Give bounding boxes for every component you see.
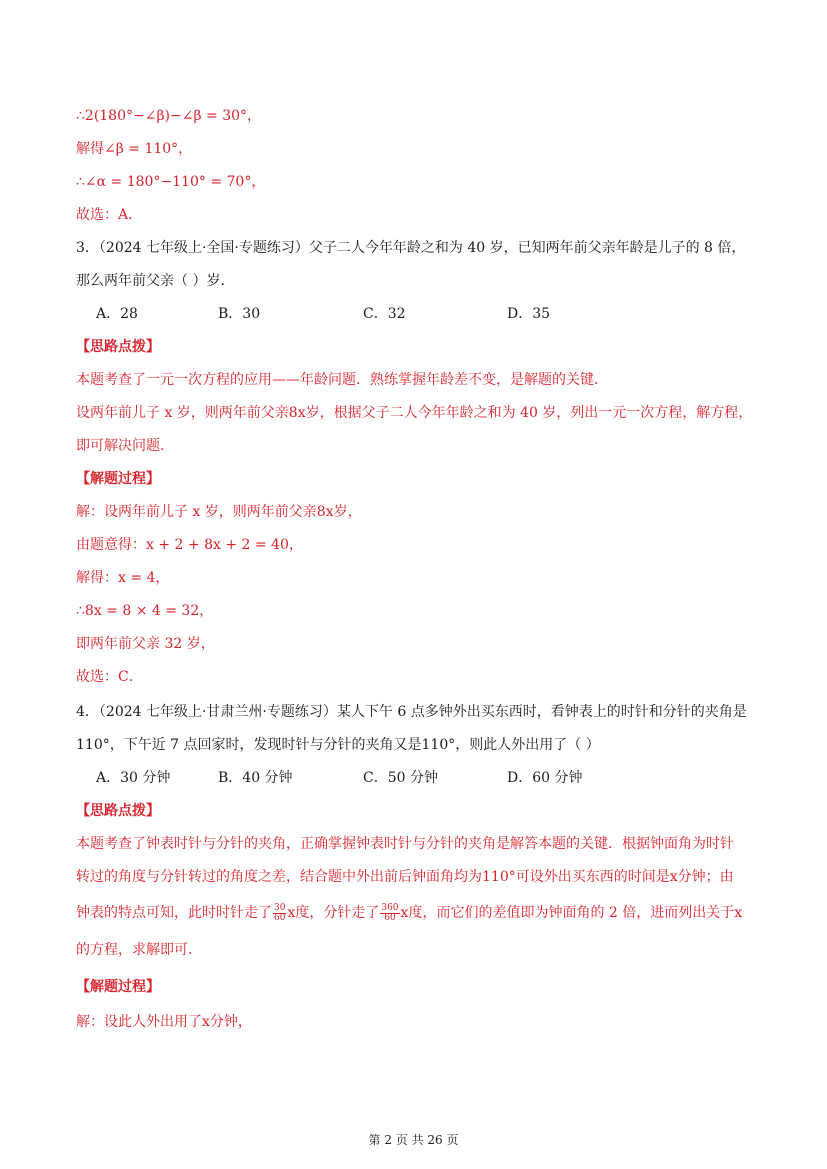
q4-hint-line-1: 本题考查了钟表时针与分针的夹角，正确掌握钟表时针与分针的夹角是解答本题的关键．根据钟面角为时针 bbox=[76, 836, 734, 852]
q3-option-d: D．35 bbox=[507, 306, 551, 322]
q4-option-b: B．40 分钟 bbox=[218, 770, 293, 786]
q3-hint-line-1: 本题考查了一元一次方程的应用——年龄问题．熟练掌握年龄差不变，是解题的关键． bbox=[76, 372, 608, 388]
fraction-2-numerator: 360 bbox=[381, 902, 399, 913]
q4-hint-line-3 bbox=[76, 903, 742, 923]
q4-hint-line-4: 的方程，求解即可. bbox=[76, 942, 193, 958]
q3-solution-step-3: 解得：x = 4， bbox=[76, 570, 170, 586]
fraction-360-60 bbox=[380, 904, 399, 923]
q4-stem-line-1: 4．（2024 七年级上·甘肃兰州·专题练习）某人下午 6 点多钟外出买东西时，看钟表上的时针和分针的夹角是 bbox=[76, 704, 747, 720]
q3-stem-line-1: 3．（2024 七年级上·全国·专题练习）父子二人今年年龄之和为 40 岁，已知两年前父亲年龄是儿子的 8 倍， bbox=[76, 240, 746, 256]
q3-solution-step-1: 解：设两年前儿子 x 岁，则两年前父亲8x岁， bbox=[76, 504, 362, 520]
q4-option-d: D．60 分钟 bbox=[507, 770, 583, 786]
q4-solution-title: 【解题过程】 bbox=[76, 979, 160, 995]
q4-hint-line-3-part-a: 钟表的特点可知，此时时针走了 bbox=[76, 905, 272, 921]
q4-solution-step-1: 解：设此人外出用了x分钟， bbox=[76, 1014, 252, 1030]
page-footer: 第 2 页 共 26 页 bbox=[368, 1133, 459, 1147]
q3-answer: 故选：C． bbox=[76, 669, 143, 685]
q3-option-c: C．32 bbox=[363, 306, 406, 322]
fraction-30-60 bbox=[273, 904, 286, 923]
q4-hint-title: 【思路点拨】 bbox=[76, 803, 160, 819]
q4-hint-line-3-part-b: x度，分针走了 bbox=[287, 905, 380, 921]
prev-step-3: ∴∠α = 180°−110° = 70°， bbox=[76, 174, 266, 190]
prev-answer: 故选：A． bbox=[76, 207, 143, 223]
q3-hint-title: 【思路点拨】 bbox=[76, 339, 160, 355]
fraction-1-numerator: 30 bbox=[274, 902, 286, 913]
q3-hint-line-2: 设两年前儿子 x 岁，则两年前父亲8x岁，根据父子二人今年年龄之和为 40 岁，列出一元一次方程，解方程， bbox=[76, 405, 753, 421]
q3-hint-line-3: 即可解决问题． bbox=[76, 438, 174, 454]
q4-hint-line-2: 转过的角度与分针转过的角度之差，结合题中外出前后钟面角均为110°可设外出买东西的时间是x分钟；由 bbox=[76, 869, 734, 885]
q4-stem-line-2: 110°，下午近 7 点回家时，发现时针与分针的夹角又是110°，则此人外出用了（ ） bbox=[76, 737, 600, 753]
q3-solution-step-2: 由题意得：x + 2 + 8x + 2 = 40， bbox=[76, 537, 303, 553]
q4-option-a: A．30 分钟 bbox=[96, 770, 171, 786]
q3-solution-step-4: ∴8x = 8 × 4 = 32， bbox=[76, 603, 214, 619]
q3-option-b: B．30 bbox=[218, 306, 261, 322]
q3-solution-step-5: 即两年前父亲 32 岁， bbox=[76, 636, 215, 652]
fraction-1-denominator: 60 bbox=[274, 912, 286, 923]
q4-option-c: C．50 分钟 bbox=[363, 770, 438, 786]
q4-hint-line-3-part-c: x度，而它们的差值即为钟面角的 2 倍，进而列出关于x bbox=[400, 905, 743, 921]
prev-step-1: ∴2(180°−∠β)−∠β = 30°， bbox=[76, 108, 262, 124]
q3-option-a: A．28 bbox=[96, 306, 138, 322]
fraction-2-denominator: 60 bbox=[384, 912, 396, 923]
q3-stem-line-2: 那么两年前父亲（ ）岁． bbox=[76, 273, 235, 289]
q3-solution-title: 【解题过程】 bbox=[76, 471, 160, 487]
prev-step-2: 解得∠β = 110°， bbox=[76, 141, 193, 157]
